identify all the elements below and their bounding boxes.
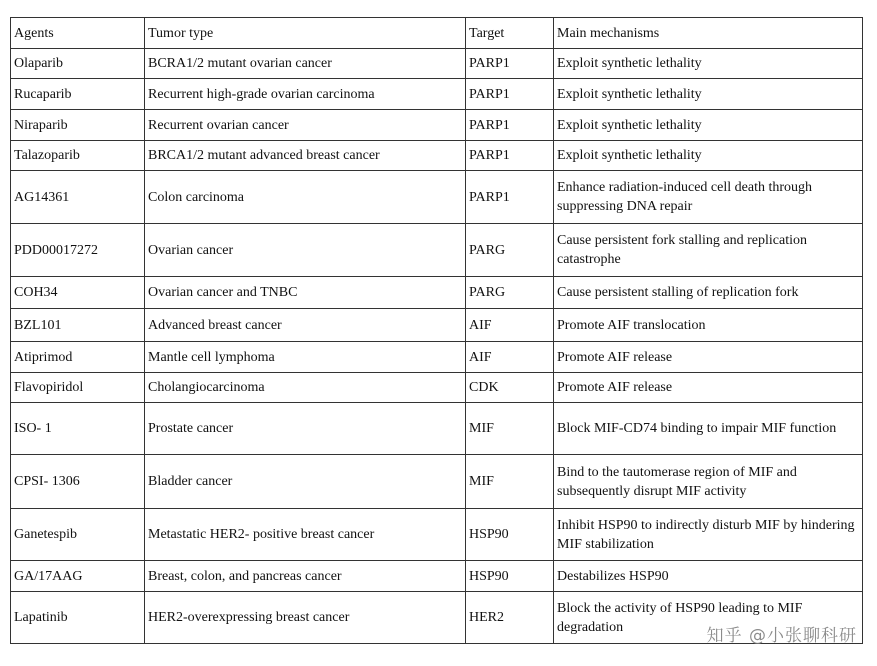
cell-tumor-type: Breast, colon, and pancreas cancer — [145, 561, 466, 592]
cell-tumor-type: BRCA1/2 mutant advanced breast cancer — [145, 141, 466, 171]
cell-tumor-type: Colon carcinoma — [145, 171, 466, 224]
drug-mechanism-table — [10, 17, 863, 644]
cell-tumor-type: BCRA1/2 mutant ovarian cancer — [145, 49, 466, 79]
cell-tumor-type: Cholangiocarcinoma — [145, 373, 466, 403]
table-row — [11, 455, 863, 509]
cell-agent: COH34 — [11, 277, 145, 309]
cell-target: AIF — [466, 342, 554, 373]
cell-mechanism: Promote AIF release — [554, 373, 863, 403]
cell-mechanism: Cause persistent fork stalling and replication catastrophe — [554, 224, 863, 277]
table-row — [11, 141, 863, 171]
cell-mechanism: Bind to the tautomerase region of MIF and subsequently disrupt MIF activity — [554, 455, 863, 509]
cell-mechanism: Enhance radiation-induced cell death through suppressing DNA repair — [554, 171, 863, 224]
cell-target: MIF — [466, 455, 554, 509]
cell-agent: Talazoparib — [11, 141, 145, 171]
cell-tumor-type: Recurrent high-grade ovarian carcinoma — [145, 79, 466, 110]
cell-mechanism: Promote AIF translocation — [554, 309, 863, 342]
cell-agent: Olaparib — [11, 49, 145, 79]
table-row — [11, 171, 863, 224]
cell-mechanism: Exploit synthetic lethality — [554, 79, 863, 110]
cell-target: HSP90 — [466, 509, 554, 561]
cell-tumor-type: Advanced breast cancer — [145, 309, 466, 342]
table-row — [11, 403, 863, 455]
cell-tumor-type: Prostate cancer — [145, 403, 466, 455]
cell-target: PARP1 — [466, 79, 554, 110]
cell-agent: Atiprimod — [11, 342, 145, 373]
table-row — [11, 509, 863, 561]
cell-target: PARP1 — [466, 171, 554, 224]
cell-mechanism: Block MIF-CD74 binding to impair MIF function — [554, 403, 863, 455]
cell-mechanism: Destabilizes HSP90 — [554, 561, 863, 592]
cell-agent: GA/17AAG — [11, 561, 145, 592]
header-tumor-type: Tumor type — [145, 18, 466, 49]
cell-target: AIF — [466, 309, 554, 342]
cell-tumor-type: HER2-overexpressing breast cancer — [145, 592, 466, 644]
header-main-mechanisms: Main mechanisms — [554, 18, 863, 49]
cell-mechanism: Exploit synthetic lethality — [554, 141, 863, 171]
cell-target: HSP90 — [466, 561, 554, 592]
cell-agent: Ganetespib — [11, 509, 145, 561]
cell-target: PARP1 — [466, 141, 554, 171]
table-row — [11, 224, 863, 277]
cell-target: PARG — [466, 224, 554, 277]
header-agents: Agents — [11, 18, 145, 49]
table-row — [11, 79, 863, 110]
cell-tumor-type: Bladder cancer — [145, 455, 466, 509]
table-row — [11, 309, 863, 342]
header-target: Target — [466, 18, 554, 49]
table-row — [11, 49, 863, 79]
table-row — [11, 373, 863, 403]
table-container — [10, 17, 862, 644]
cell-mechanism: Block the activity of HSP90 leading to MIF degradation — [554, 592, 863, 644]
cell-target: HER2 — [466, 592, 554, 644]
cell-mechanism: Exploit synthetic lethality — [554, 49, 863, 79]
cell-tumor-type: Mantle cell lymphoma — [145, 342, 466, 373]
cell-target: PARP1 — [466, 110, 554, 141]
cell-mechanism: Cause persistent stalling of replication fork — [554, 277, 863, 309]
cell-target: MIF — [466, 403, 554, 455]
cell-target: PARG — [466, 277, 554, 309]
table-row — [11, 277, 863, 309]
cell-agent: PDD00017272 — [11, 224, 145, 277]
cell-mechanism: Promote AIF release — [554, 342, 863, 373]
cell-agent: Flavopiridol — [11, 373, 145, 403]
cell-target: CDK — [466, 373, 554, 403]
cell-target: PARP1 — [466, 49, 554, 79]
table-row — [11, 561, 863, 592]
cell-mechanism: Inhibit HSP90 to indirectly disturb MIF by hindering MIF stabilization — [554, 509, 863, 561]
cell-tumor-type: Metastatic HER2- positive breast cancer — [145, 509, 466, 561]
table-row — [11, 110, 863, 141]
cell-agent: ISO- 1 — [11, 403, 145, 455]
cell-tumor-type: Ovarian cancer and TNBC — [145, 277, 466, 309]
cell-agent: Niraparib — [11, 110, 145, 141]
cell-mechanism: Exploit synthetic lethality — [554, 110, 863, 141]
header-row — [11, 18, 863, 49]
cell-agent: CPSI- 1306 — [11, 455, 145, 509]
cell-tumor-type: Recurrent ovarian cancer — [145, 110, 466, 141]
cell-agent: AG14361 — [11, 171, 145, 224]
cell-agent: BZL101 — [11, 309, 145, 342]
watermark: 知乎 @小张聊科研 — [706, 626, 857, 646]
cell-tumor-type: Ovarian cancer — [145, 224, 466, 277]
cell-agent: Rucaparib — [11, 79, 145, 110]
table-row — [11, 342, 863, 373]
cell-agent: Lapatinib — [11, 592, 145, 644]
